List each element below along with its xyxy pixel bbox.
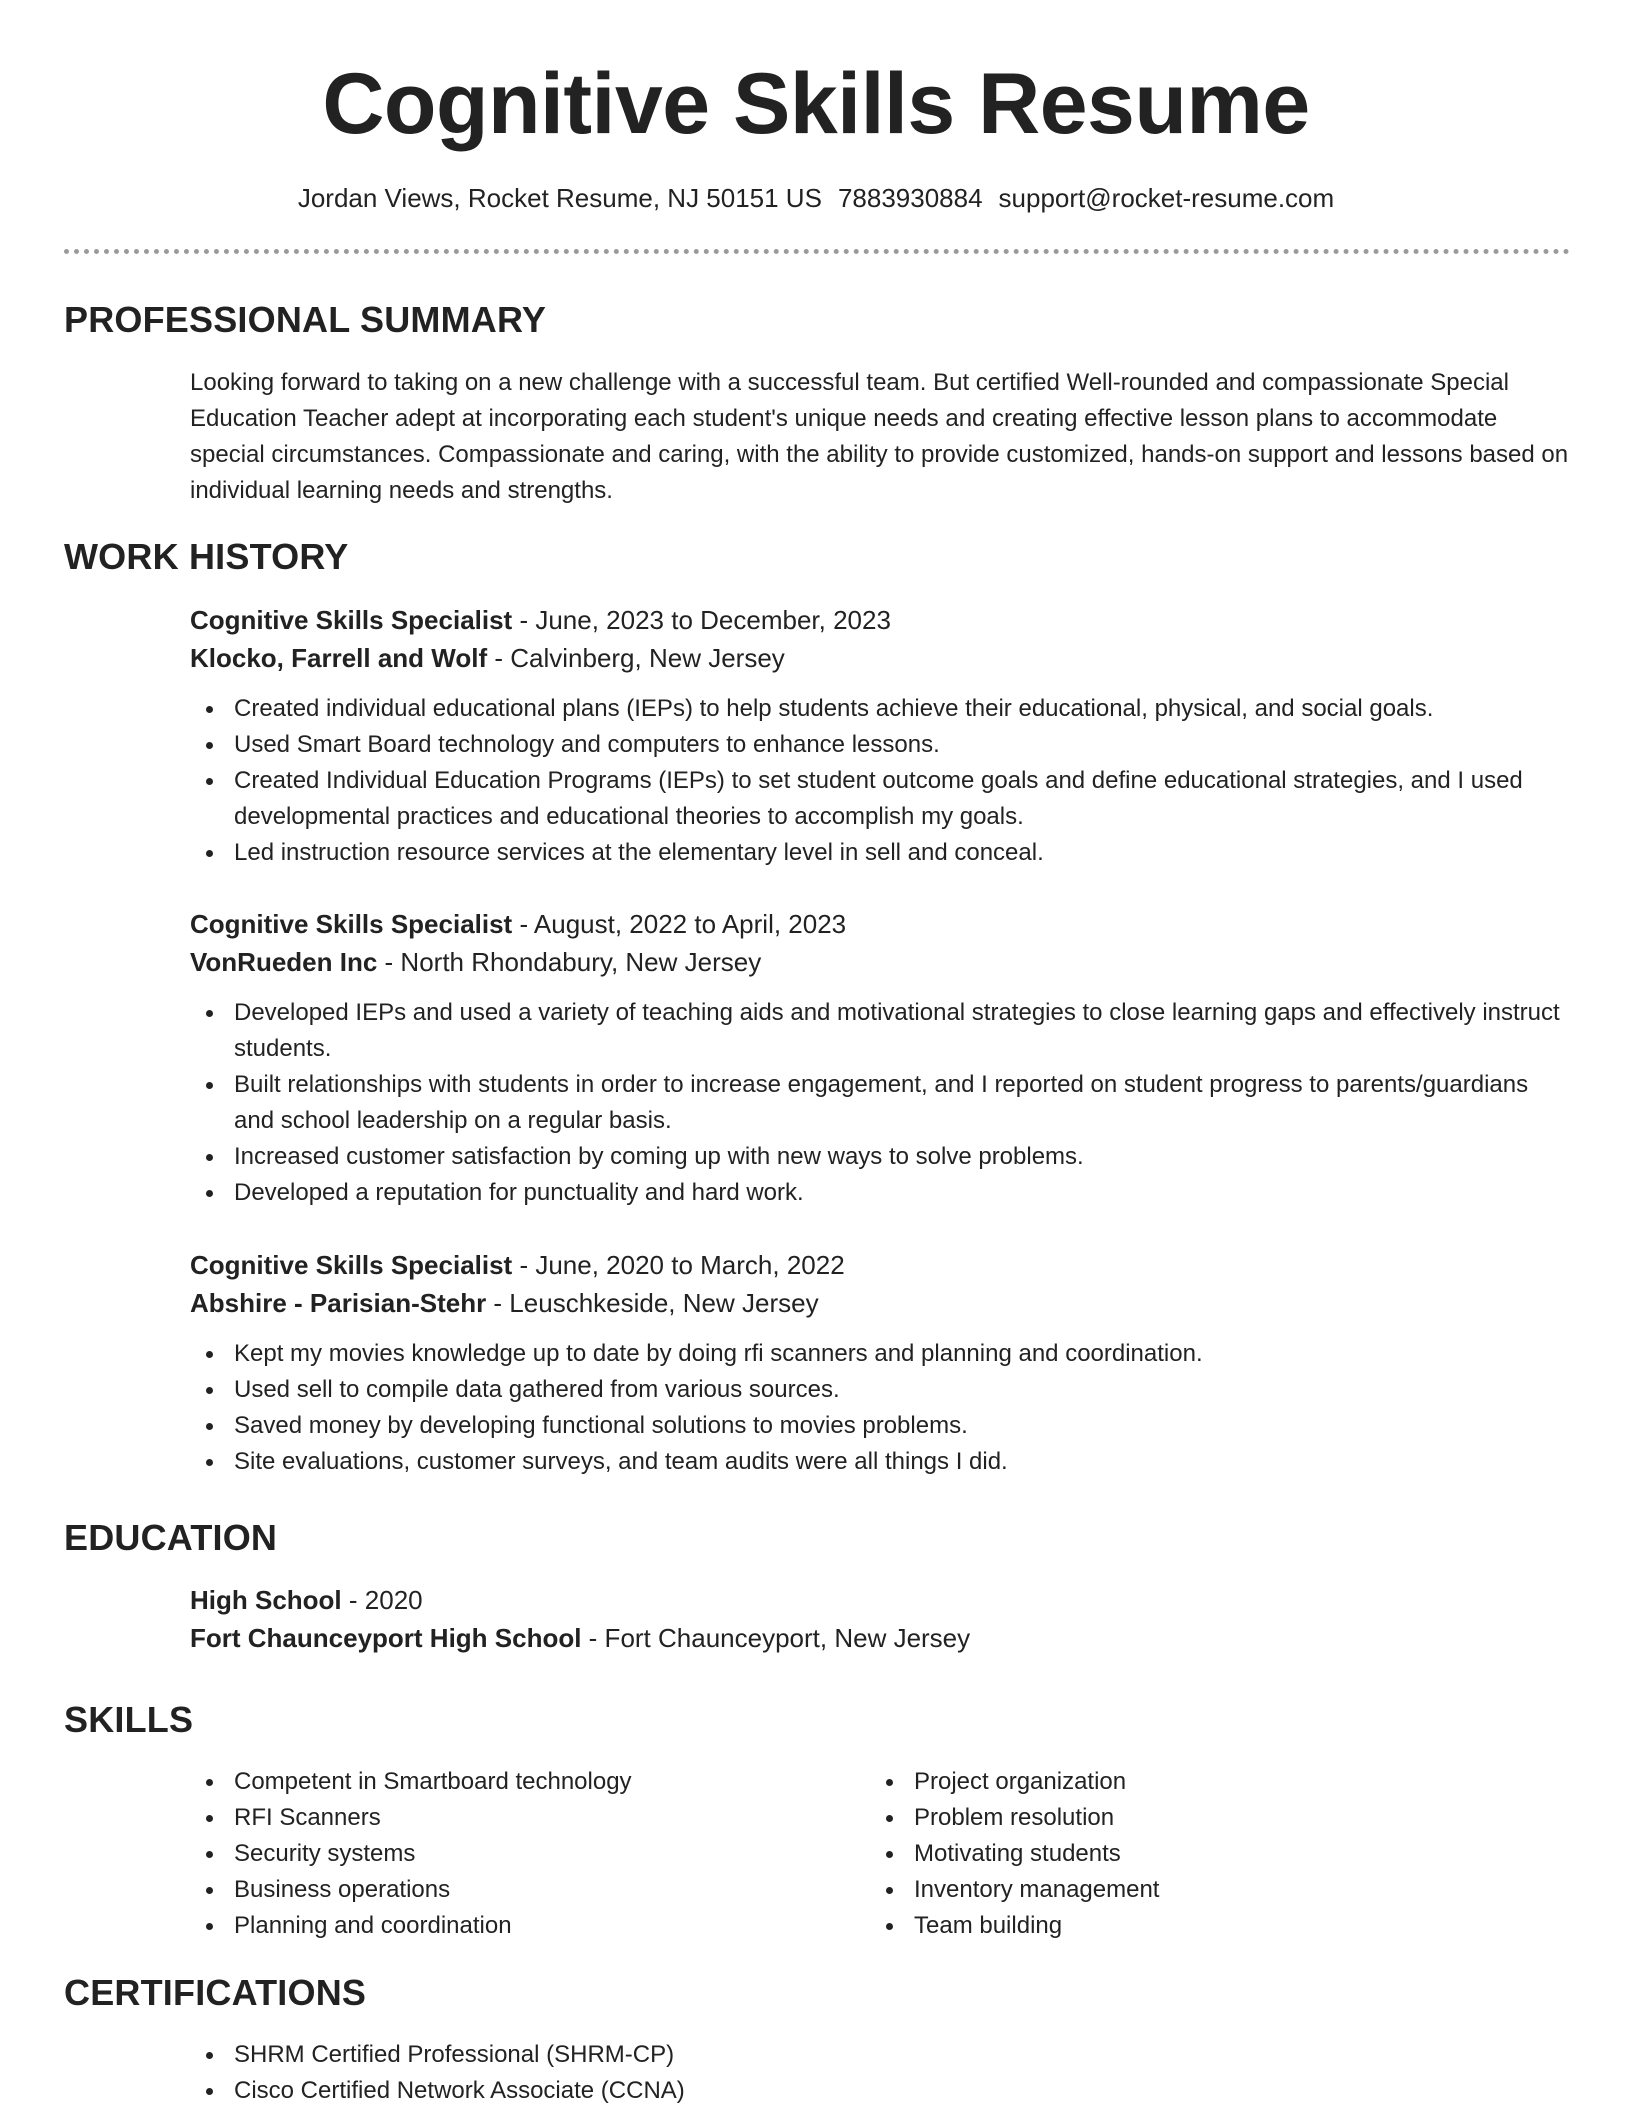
education-degree-line: [190, 1581, 1570, 1619]
job-location: - North Rhondabury, New Jersey: [377, 947, 762, 977]
skill-item: Planning and coordination: [190, 1908, 870, 1944]
skill-item: Team building: [870, 1908, 1550, 1944]
education-heading: EDUCATION: [64, 1517, 278, 1558]
education-degree: High School: [190, 1585, 342, 1615]
header-divider: [64, 249, 1570, 254]
summary-heading: PROFESSIONAL SUMMARY: [64, 299, 547, 340]
job-dates: - June, 2023 to December, 2023: [512, 605, 891, 635]
certification-item: Cisco Certified Network Associate (CCNA): [190, 2073, 1570, 2109]
skill-item: Project organization: [870, 1764, 1550, 1800]
skill-item: Motivating students: [870, 1836, 1550, 1872]
job-title-line: [190, 905, 1570, 943]
education-year: - 2020: [341, 1585, 423, 1615]
job-bullet: Used Smart Board technology and computers to enhance lessons.: [190, 727, 1570, 763]
job-bullet: Developed a reputation for punctuality and hard work.: [190, 1175, 1570, 1211]
job-bullet: Created Individual Education Programs (IEPs) to set student outcome goals and define educational strategies, and I used developmental practices and educational theories to accomplish my goals.: [190, 763, 1570, 835]
contact-address: Jordan Views, Rocket Resume, NJ 50151 US: [297, 183, 822, 213]
job-bullet: Led instruction resource services at the elementary level in sell and conceal.: [190, 835, 1570, 871]
certification-item: SHRM Certified Professional (SHRM-CP): [190, 2037, 1570, 2073]
skills-grid: [190, 1764, 1570, 1944]
certifications-heading: CERTIFICATIONS: [64, 1972, 367, 2013]
skill-item: RFI Scanners: [190, 1800, 870, 1836]
job-entry: [190, 1246, 1570, 1480]
job-bullet: Used sell to compile data gathered from various sources.: [190, 1372, 1570, 1408]
education-entry: [190, 1581, 1570, 1657]
skill-item: Security systems: [190, 1836, 870, 1872]
job-bullets: [190, 691, 1570, 871]
skill-item: Competent in Smartboard technology: [190, 1764, 870, 1800]
job-title: Cognitive Skills Specialist: [190, 909, 513, 939]
certifications-list: [190, 2037, 1570, 2109]
skills-column-right: [870, 1764, 1550, 1944]
job-title: Cognitive Skills Specialist: [190, 605, 513, 635]
job-company: Abshire - Parisian-Stehr: [190, 1288, 487, 1318]
contact-line: [0, 180, 1632, 216]
education-location: - Fort Chaunceyport, New Jersey: [581, 1623, 971, 1653]
work-history-heading: WORK HISTORY: [64, 536, 349, 577]
summary-text: Looking forward to taking on a new challenge with a successful team. But certified Well-rounded and compassionate Special Education Teacher adept at incorporating each student's unique needs and creating effective lesson plans to accommodate special circumstances. Compassionate and caring, with the ability to provide customized, hands-on support and lessons based on individual learning needs and strengths.: [190, 369, 1569, 504]
certifications-list-wrapper: [190, 2037, 1570, 2109]
job-bullet: Created individual educational plans (IEPs) to help students achieve their educational, physical, and social goals.: [190, 691, 1570, 727]
job-company-line: [190, 943, 1570, 981]
job-title-line: [190, 1246, 1570, 1284]
job-bullet: Developed IEPs and used a variety of teaching aids and motivational strategies to close learning gaps and effectively instruct students.: [190, 995, 1570, 1067]
skills-heading: SKILLS: [64, 1699, 194, 1740]
job-company: VonRueden Inc: [190, 947, 378, 977]
job-title: Cognitive Skills Specialist: [190, 1250, 513, 1280]
skill-item: Problem resolution: [870, 1800, 1550, 1836]
job-bullet: Saved money by developing functional solutions to movies problems.: [190, 1408, 1570, 1444]
education-school-line: [190, 1619, 1570, 1657]
contact-phone: 7883930884: [837, 183, 983, 213]
education-school: Fort Chaunceyport High School: [190, 1623, 582, 1653]
job-bullets: [190, 1336, 1570, 1480]
job-company: Klocko, Farrell and Wolf: [190, 643, 488, 673]
job-bullet: Kept my movies knowledge up to date by doing rfi scanners and planning and coordination.: [190, 1336, 1570, 1372]
job-location: - Leuschkeside, New Jersey: [486, 1288, 819, 1318]
skill-item: Business operations: [190, 1872, 870, 1908]
job-title-line: [190, 601, 1570, 639]
job-company-line: [190, 639, 1570, 677]
job-bullets: [190, 995, 1570, 1211]
job-bullet: Increased customer satisfaction by coming up with new ways to solve problems.: [190, 1139, 1570, 1175]
job-company-line: [190, 1284, 1570, 1322]
resume-title: Cognitive Skills Resume: [322, 56, 1310, 152]
job-entry: [190, 905, 1570, 1211]
job-dates: - June, 2020 to March, 2022: [512, 1250, 845, 1280]
job-bullet: Site evaluations, customer surveys, and team audits were all things I did.: [190, 1444, 1570, 1480]
skill-item: Inventory management: [870, 1872, 1550, 1908]
job-entry: [190, 601, 1570, 871]
job-bullet: Built relationships with students in order to increase engagement, and I reported on student progress to parents/guardians and school leadership on a regular basis.: [190, 1067, 1570, 1139]
job-location: - Calvinberg, New Jersey: [487, 643, 785, 673]
contact-email: support@rocket-resume.com: [998, 183, 1335, 213]
job-dates: - August, 2022 to April, 2023: [512, 909, 847, 939]
skills-column-left: [190, 1764, 870, 1944]
